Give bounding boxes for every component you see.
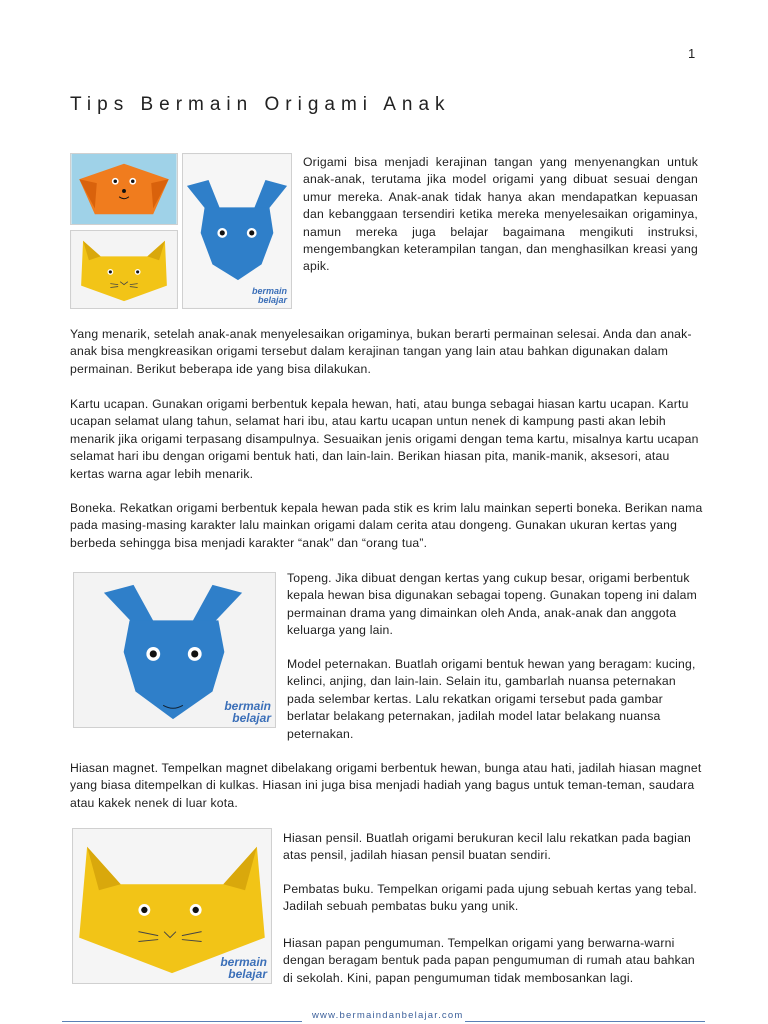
footer-website-link[interactable]: www.bermaindanbelajar.com (312, 1010, 464, 1021)
paragraph-ide: Yang menarik, setelah anak-anak menyelesaikan origaminya, bukan berarti permainan selesai. Anda dan anak-anak bisa mengkreasikan origami tersebut dalam kerajinan tangan yang lain atau bahkan digunakan dalam permainan. Berikut beberapa ide yang bisa dilakukan. (70, 327, 692, 376)
blue-rabbit-origami-icon (183, 154, 291, 308)
origami-collage (70, 153, 292, 309)
paragraph-hiasan-papan: Hiasan papan pengumuman. Tempelkan origami yang berwarna-warni dengan beragam bentuk pada papan pengumuman di rumah atau bahkan di sekolah. Kini, papan pengumuman tidak membosankan lagi. (283, 936, 695, 985)
watermark-logo: bermain belajar (251, 286, 287, 305)
paragraph-boneka: Boneka. Rekatkan origami berbentuk kepala hewan pada stik es krim lalu mainkan seperti boneka. Berikan nama pada masing-masing karakter lalu mainkan origami dalam cerita atau dongeng. Gunakan ukuran kertas yang berbeda sehingga bisa menjadi karakter “anak” dan “orang tua”. (70, 501, 703, 550)
paragraph-hiasan-magnet: Hiasan magnet. Tempelkan magnet dibelakang origami berbentuk hewan, bunga atau hati, jadilah hiasan magnet yang biasa ditempelkan di kulkas. Hiasan ini juga bisa menjadi hadiah yang bagus untuk teman-teman, saudara atau kakek nenek di luar kota. (70, 761, 702, 810)
paragraph-pembatas-buku: Pembatas buku. Tempelkan origami pada ujung sebuah kertas yang tebal. Jadilah sebuah pembatas buku yang unik. (283, 882, 697, 914)
watermark-logo: bermain belajar (220, 955, 267, 981)
intro-paragraph: Origami bisa menjadi kerajinan tangan yang menyenangkan untuk anak-anak, terutama jika model origami yang dibuat sesuai dengan umur mereka. Anak-anak tidak hanya akan mendapatkan kepuasan dan kebanggaan tersendiri ketika mereka menyelesaikan origaminya, namun mereka juga belajar bagaimana mengikuti instruksi, mengembangkan keterampilan tangan, dan menghasilkan kreasi yang apik. (303, 155, 698, 274)
orange-dog-origami-icon (71, 154, 177, 224)
paragraph-model-peternakan: Model peternakan. Buatlah origami bentuk hewan yang beragam: kucing, kelinci, anjing, dan lain-lain. Selain itu, gambarlah nuansa peternakan pada selembar kertas. Lalu rekatkan origami tersebut pada gambar berlatar belakang peternakan, jadilah model latar belakang nuansa peternakan. (287, 657, 696, 741)
footer-divider-right (465, 1021, 705, 1022)
paragraph-topeng: Topeng. Jika dibuat dengan kertas yang cukup besar, origami berbentuk kepala hewan bisa digunakan sebagai topeng. Gunakan topeng ini dalam permainan drama yang dimainkan oleh Anda, anak-anak dan anggota keluarga yang lain. (287, 571, 697, 638)
photo-blue-rabbit-large (73, 572, 276, 728)
photo-orange-dog (70, 153, 178, 225)
page-number: 1 (688, 46, 696, 61)
photo-yellow-cat-small (70, 230, 178, 309)
footer-divider-left (62, 1021, 302, 1022)
photo-yellow-cat-large (72, 828, 272, 984)
paragraph-kartu-ucapan: Kartu ucapan. Gunakan origami berbentuk kepala hewan, hati, atau bunga sebagai hiasan kartu ucapan. Kartu ucapan selamat ulang tahun, selamat hari ibu, atau kartu ucapan untun nenek di kampung pasti akan lebih menarik jika origami terpasang disampulnya. Sesuaikan jenis origami dengan tema kartu, misalnya kartu ucapan selamat hari ibu dengan origami bentuk hati, dan lain-lain. Berikan hiasan pita, manik-manik, aksesori, atau kertas warna agar lebih menarik. (70, 397, 699, 481)
photo-blue-rabbit-small (182, 153, 292, 309)
paragraph-hiasan-pensil: Hiasan pensil. Buatlah origami berukuran kecil lalu rekatkan pada bagian atas pensil, jadilah hiasan pensil buatan sendiri. (283, 831, 692, 863)
document-title: Tips Bermain Origami Anak (70, 94, 451, 115)
yellow-cat-origami-icon (71, 231, 177, 308)
watermark-logo: bermain belajar (224, 699, 271, 725)
